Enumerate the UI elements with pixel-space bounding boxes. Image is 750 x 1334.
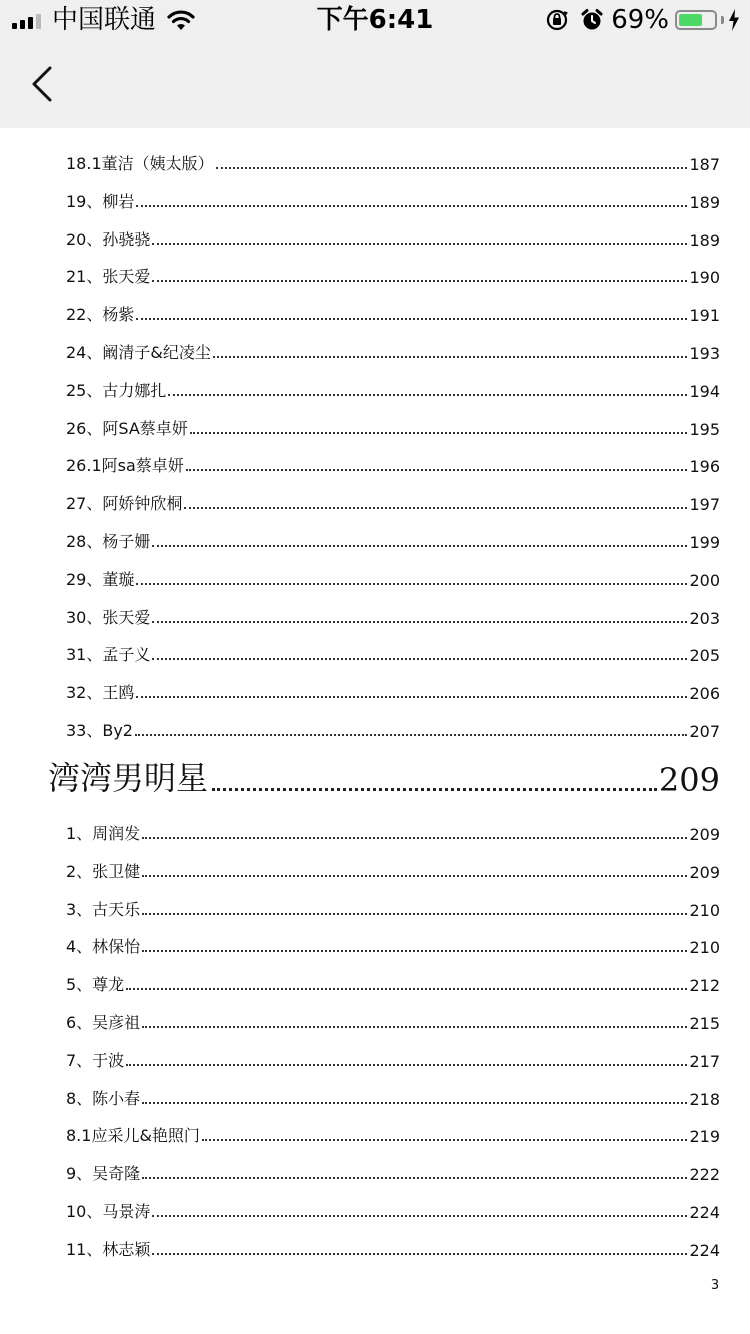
toc-leader [142,1025,687,1028]
toc-entry-page: 209 [689,825,720,844]
toc-entry-title: 25、古力娜扎 [66,380,167,400]
battery-percent: 69% [611,5,669,35]
toc-entry[interactable] [66,293,720,325]
toc-leader [152,620,687,623]
toc-entry-page: 194 [689,381,720,401]
toc-section-title: 湾湾男明星 [48,759,209,797]
toc-entry-title: 18.1董洁（姨太版） [66,154,214,173]
battery-icon [675,10,717,30]
toc-leader [142,874,687,877]
toc-entry-title: 8、陈小春 [66,1088,141,1108]
toc-leader [152,657,687,660]
toc-entry-title: 22、杨紫 [66,305,135,325]
orientation-lock-icon [545,8,569,32]
toc-entry-page: 190 [689,268,720,288]
toc-leader [152,1214,687,1217]
toc-leader [212,787,657,791]
toc-leader [142,1101,687,1104]
toc-entry[interactable] [66,888,720,920]
toc-entry-page: 217 [689,1051,720,1071]
toc-entry-title: 9、吴奇隆 [66,1164,141,1184]
toc-entry-page: 210 [689,938,720,958]
toc-entry-page: 193 [689,344,720,363]
toc-entry[interactable] [66,482,720,514]
toc-section-page: 209 [658,761,720,799]
toc-leader [126,987,687,990]
toc-entry-page: 215 [689,1014,720,1033]
toc-entry-title: 5、尊龙 [66,975,125,995]
toc-section-heading[interactable] [48,755,720,799]
toc-leader [186,468,688,471]
toc-entry-title: 32、王鸥 [66,683,135,703]
alarm-icon [579,8,605,32]
toc-entry-page: 219 [689,1127,720,1147]
toc-leader [142,912,687,915]
toc-leader [184,506,687,509]
toc-entry-page: 199 [689,533,720,552]
toc-entry[interactable] [66,520,720,552]
toc-leader [136,204,687,207]
toc-entry-page: 222 [689,1165,720,1185]
toc-entry[interactable] [66,1001,720,1033]
toc-entry[interactable] [66,218,720,250]
toc-entry-title: 2、张卫健 [66,861,141,881]
toc-leader [168,393,687,396]
toc-entry[interactable] [66,1077,720,1109]
document-page[interactable] [0,128,750,1334]
status-bar [0,0,750,40]
battery-fill [679,14,702,26]
toc-entry-page: 196 [689,457,720,477]
toc-entry[interactable] [66,255,720,287]
toc-entry[interactable] [66,709,720,741]
toc-entry-title: 29、董璇 [66,569,135,589]
toc-entry[interactable] [66,1152,720,1184]
carrier-name: 中国联通 [52,5,157,35]
toc-entry[interactable] [66,671,720,703]
toc-leader [152,279,687,282]
toc-leader [142,1176,687,1179]
toc-entry[interactable] [66,812,720,844]
toc-entry[interactable] [66,180,720,212]
toc-entry-title: 28、杨子姗 [66,532,151,551]
toc-entry-page: 187 [689,155,720,174]
toc-entry-page: 206 [689,684,720,704]
toc-entry-title: 4、林保怡 [66,937,141,957]
toc-entry-title: 3、古天乐 [66,899,141,919]
toc-leader [190,431,688,434]
toc-entry-page: 189 [689,192,720,212]
toc-entry[interactable] [66,142,720,174]
toc-entry-title: 1、周润发 [66,824,141,843]
toc-entry-title: 7、于波 [66,1050,125,1070]
toc-entry-title: 26.1阿sa蔡卓妍 [66,456,184,476]
toc-entry-title: 26、阿SA蔡卓妍 [66,418,188,438]
toc-leader [135,733,687,736]
toc-entry-page: 195 [689,419,720,439]
toc-entry-page: 197 [689,495,720,515]
toc-leader [136,695,687,698]
toc-entry-page: 224 [689,1240,720,1260]
battery-tip [721,16,724,24]
toc-entry[interactable] [66,1190,720,1222]
toc-entry-title: 21、张天爱 [66,267,151,287]
toc-entry-title: 31、孟子义 [66,645,151,665]
toc-entry-title: 8.1应采儿&艳照门 [66,1126,200,1146]
back-button[interactable] [20,60,68,108]
toc-entry[interactable] [66,850,720,882]
toc-leader [136,317,687,320]
toc-entry[interactable] [66,444,720,476]
toc-entry-title: 24、阚清子&纪凌尘 [66,343,211,362]
nav-bar [0,40,750,128]
toc-entry-page: 218 [689,1089,720,1109]
toc-entry-page: 224 [689,1203,720,1222]
toc-entry[interactable] [66,963,720,995]
toc-leader [152,1252,687,1255]
toc-entry-title: 30、张天爱 [66,607,151,627]
toc-entry[interactable] [66,633,720,665]
toc-leader [126,1063,687,1066]
toc-leader [202,1138,688,1141]
toc-leader [152,544,687,547]
toc-leader [216,166,688,169]
toc-entry-page: 209 [689,862,720,882]
toc-entry-page: 207 [689,722,720,741]
toc-entry[interactable] [66,407,720,439]
toc-entry-page: 205 [689,646,720,666]
toc-leader [142,836,687,839]
toc-entry-page: 210 [689,900,720,920]
toc-entry[interactable] [66,1039,720,1071]
status-right [545,6,740,34]
toc-entry[interactable] [66,1228,720,1260]
status-time: 下午6:41 [316,5,434,35]
toc-entry-title: 11、林志颖 [66,1239,151,1259]
charging-icon [728,9,740,31]
toc-entry-title: 19、柳岩 [66,191,135,211]
toc-entry[interactable] [66,1114,720,1146]
toc-entry[interactable] [66,369,720,401]
toc-entry-page: 189 [689,230,720,250]
page-number: 3 [710,1278,720,1293]
toc-entry-title: 27、阿娇钟欣桐 [66,494,183,514]
toc-entry-page: 191 [689,306,720,326]
toc-entry-title: 6、吴彦祖 [66,1013,141,1032]
toc-leader [142,949,687,952]
toc-entry-title: 10、马景涛 [66,1202,151,1221]
toc-entry[interactable] [66,331,720,363]
toc-entry-title: 33、By2 [66,721,133,740]
toc-entry[interactable] [66,596,720,628]
chevron-left-icon [20,60,68,108]
toc-entry-page: 200 [689,570,720,590]
toc-entry[interactable] [66,558,720,590]
toc-entry[interactable] [66,925,720,957]
toc-entry-page: 212 [689,976,720,996]
toc-leader [213,355,688,358]
toc-entry-title: 20、孙骁骁 [66,229,151,249]
toc-leader [152,242,687,245]
toc-leader [136,582,687,585]
toc-entry-page: 203 [689,608,720,628]
